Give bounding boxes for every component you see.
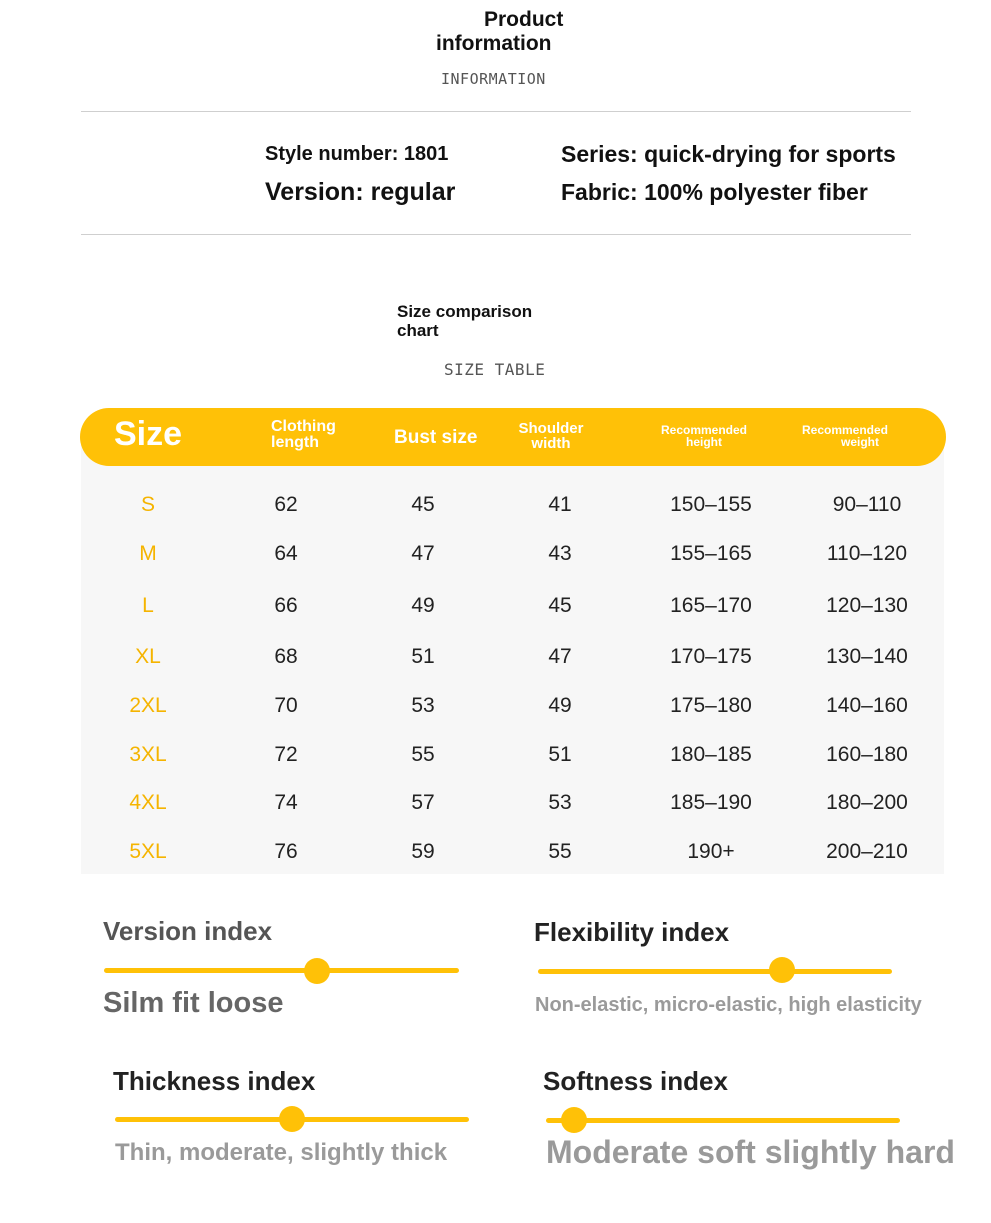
cell-weight: 90–110 xyxy=(832,493,902,516)
version-text: Version: regular xyxy=(265,178,456,206)
cell-bust: 57 xyxy=(411,791,435,814)
cell-weight: 110–120 xyxy=(826,542,908,565)
cell-length: 68 xyxy=(274,645,298,668)
information-subtitle: INFORMATION xyxy=(441,70,546,88)
softness-index-title: Softness index xyxy=(543,1066,728,1096)
flexibility-index-knob xyxy=(769,957,795,983)
header-shoulder-width xyxy=(516,421,586,451)
divider-bottom xyxy=(81,234,911,235)
cell-height: 155–165 xyxy=(670,542,752,565)
cell-weight: 140–160 xyxy=(826,694,908,717)
table-row xyxy=(81,783,944,823)
product-information-title xyxy=(436,8,596,56)
cell-size: M xyxy=(139,542,157,565)
softness-index-track xyxy=(546,1118,900,1123)
header-height-line2: height xyxy=(686,435,722,449)
cell-weight: 180–200 xyxy=(826,791,908,814)
cell-shoulder: 45 xyxy=(548,594,572,617)
cell-height: 190+ xyxy=(687,840,735,863)
header-shoulder-line1: Shoulder xyxy=(518,420,584,437)
cell-size: 4XL xyxy=(129,791,167,814)
cell-size: 3XL xyxy=(129,743,167,766)
cell-weight: 200–210 xyxy=(826,840,908,863)
softness-index-label: Moderate soft slightly hard xyxy=(546,1134,955,1170)
cell-weight: 130–140 xyxy=(826,645,908,668)
cell-shoulder: 49 xyxy=(548,694,572,717)
cell-length: 72 xyxy=(274,743,298,766)
style-number: Style number: 1801 xyxy=(265,143,449,165)
cell-shoulder: 55 xyxy=(548,840,572,863)
header-weight-line2: weight xyxy=(841,435,879,449)
cell-shoulder: 41 xyxy=(548,493,572,516)
header-recommended-height xyxy=(659,424,749,448)
table-row xyxy=(81,637,944,677)
flexibility-index-title: Flexibility index xyxy=(534,917,730,947)
cell-height: 185–190 xyxy=(670,791,752,814)
header-bust-size: Bust size xyxy=(394,427,478,448)
cell-bust: 49 xyxy=(411,594,435,617)
cell-shoulder: 51 xyxy=(548,743,572,766)
cell-length: 76 xyxy=(274,840,298,863)
cell-bust: 59 xyxy=(411,840,435,863)
cell-bust: 45 xyxy=(411,493,435,516)
title-line-1: Product xyxy=(484,8,564,31)
cell-height: 165–170 xyxy=(670,594,752,617)
cell-shoulder: 47 xyxy=(548,645,572,668)
flexibility-index-label: Non-elastic, micro-elastic, high elasticity xyxy=(535,994,922,1016)
version-index-title: Version index xyxy=(103,916,273,946)
title-line-2: information xyxy=(436,32,552,55)
table-row xyxy=(81,586,944,626)
cell-size: 2XL xyxy=(129,694,167,717)
cell-length: 74 xyxy=(274,791,298,814)
cell-weight: 160–180 xyxy=(826,743,908,766)
cell-size: S xyxy=(140,493,155,516)
table-row xyxy=(81,735,944,775)
header-shoulder-line2: width xyxy=(531,435,571,452)
cell-size: XL xyxy=(135,645,161,668)
size-chart-title: Size comparison chart xyxy=(397,302,533,340)
flexibility-index-track xyxy=(538,969,892,974)
table-row xyxy=(81,832,944,872)
cell-bust: 47 xyxy=(411,542,435,565)
cell-bust: 55 xyxy=(411,743,435,766)
size-table-subtitle: SIZE TABLE xyxy=(444,360,546,379)
cell-height: 170–175 xyxy=(670,645,752,668)
cell-weight: 120–130 xyxy=(826,594,908,617)
header-clothing-length-line2: length xyxy=(271,434,319,451)
header-clothing-length xyxy=(271,419,336,451)
header-size: Size xyxy=(114,415,183,453)
version-index-label: Silm fit loose xyxy=(103,987,284,1019)
cell-length: 64 xyxy=(274,542,298,565)
cell-bust: 51 xyxy=(411,645,435,668)
thickness-index-label: Thin, moderate, slightly thick xyxy=(115,1139,448,1166)
cell-length: 70 xyxy=(274,694,298,717)
fabric-text: Fabric: 100% polyester fiber xyxy=(561,179,868,205)
cell-length: 62 xyxy=(274,493,298,516)
cell-height: 180–185 xyxy=(670,743,752,766)
cell-height: 150–155 xyxy=(670,493,752,516)
cell-bust: 53 xyxy=(411,694,435,717)
cell-shoulder: 43 xyxy=(548,542,572,565)
cell-size: 5XL xyxy=(129,840,167,863)
thickness-index-knob xyxy=(279,1106,305,1132)
table-row xyxy=(81,534,944,574)
series-text: Series: quick-drying for sports xyxy=(561,141,896,167)
cell-height: 175–180 xyxy=(670,694,752,717)
cell-size: L xyxy=(142,594,154,617)
version-index-knob xyxy=(304,958,330,984)
header-height-line1: Recommended xyxy=(660,423,748,437)
table-row xyxy=(81,686,944,726)
cell-length: 66 xyxy=(274,594,298,617)
cell-shoulder: 53 xyxy=(548,791,572,814)
header-weight-line1: Recommended xyxy=(801,423,889,437)
header-recommended-weight xyxy=(800,424,890,448)
table-row xyxy=(81,485,944,525)
softness-index-knob xyxy=(561,1107,587,1133)
divider-top xyxy=(81,111,911,112)
thickness-index-title: Thickness index xyxy=(113,1066,316,1096)
version-index-track xyxy=(104,968,459,973)
header-clothing-length-line1: Clothing xyxy=(271,418,336,435)
